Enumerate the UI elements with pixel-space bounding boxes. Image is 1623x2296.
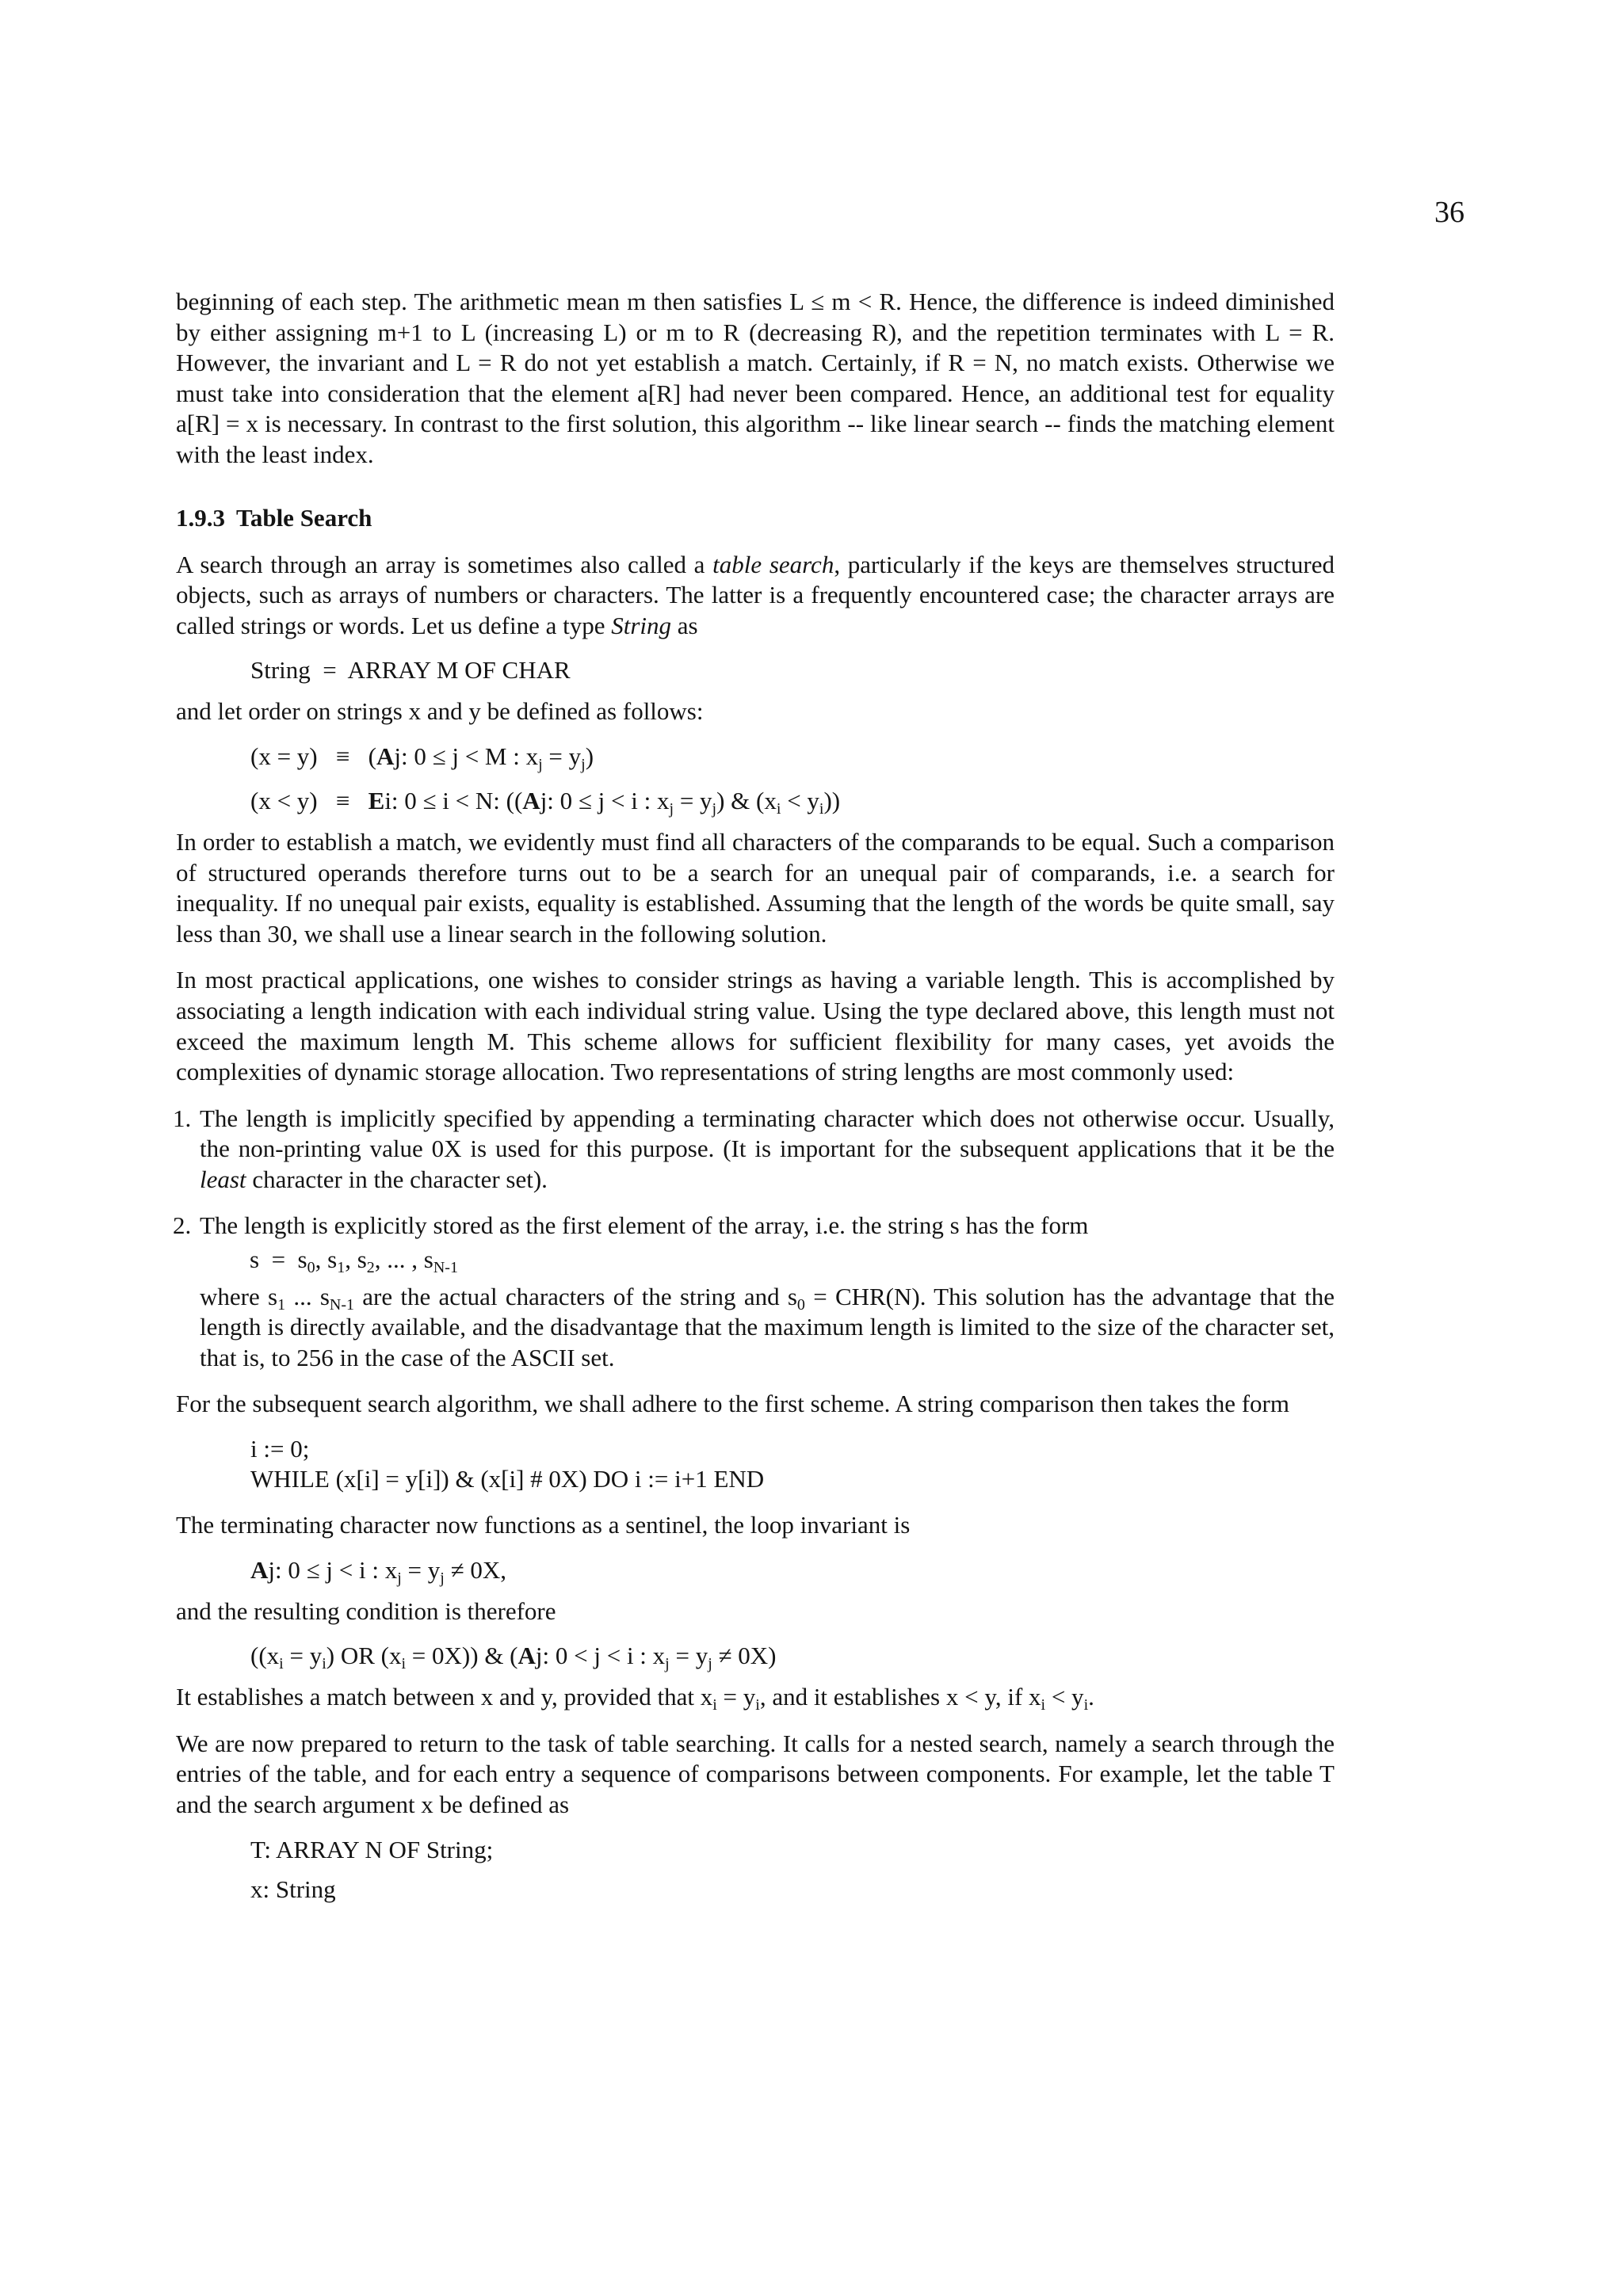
text-run: , particularly if the keys are themselves structured objects, such as arrays of numbers or characters. The latter is a frequently encountered case; the character arrays are called strings or words. Let us define a type [176, 550, 1335, 639]
subscript: 1 [277, 1295, 286, 1314]
text-run: character in the character set). [246, 1165, 548, 1193]
formula-text: ≠ 0X) [712, 1642, 777, 1670]
formula-text: i: 0 ≤ i < N: (( [384, 786, 523, 814]
formula-text: , ... , s [374, 1245, 433, 1274]
text-run: where s [200, 1282, 278, 1310]
text-run: ... s [285, 1282, 330, 1310]
formula-text: s = s [250, 1245, 307, 1274]
text-run: = CHR(N). This solution has the advantage that the length is directly available, and the disadvantage that the maximum length is limited to the size of the character set, that is, to 256 in the case of the ASCII set. [200, 1282, 1335, 1371]
code-line: T: ARRAY N OF String; [250, 1835, 494, 1863]
formula-text: = y [401, 1555, 441, 1584]
list-marker: 2. [173, 1211, 192, 1240]
subscript: j [538, 755, 543, 773]
formula-lhs: (x < y) [250, 786, 318, 814]
loop-invariant-formula [176, 1555, 1335, 1585]
quantifier-all: A [376, 742, 395, 770]
prepared-paragraph: We are now prepared to return to the task of table searching. It calls for a nested search, namely a search through the entries of the table, and for each entry a sequence of comparisons between components. For example, let the table T and the search argument x be defined as [176, 1729, 1335, 1818]
list-item-text: The length is explicitly stored as the first element of the array, i.e. the string s has the form [200, 1211, 1089, 1240]
equiv-symbol: ≡ [335, 742, 350, 770]
formula-text: ) OR (x [326, 1642, 402, 1670]
list-item-2 [173, 1211, 1335, 1373]
section-title: Table Search [236, 503, 372, 532]
table-search-paragraph [176, 550, 1335, 642]
formula-text: j: 0 ≤ j < M : x [394, 742, 539, 770]
subscript: j [708, 1655, 712, 1673]
formula-text: = y [669, 1642, 708, 1670]
text-run: = y [716, 1683, 756, 1711]
formula-text: , s [345, 1245, 367, 1274]
match-paragraph: In order to establish a match, we evidently must find all characters of the comparands to be equal. Such a comparison of structured operands therefore turns out to be a search for an unequal pair of comparands, i.e. a search for inequality. If no unequal pair exists, equality is established. Assuming that the length of the words be quite small, say less than 30, we shall use a linear search in the following solution. [176, 827, 1335, 948]
text-run: A search through an array is sometimes also called a [176, 550, 713, 578]
text-run: are the actual characters of the string and s [354, 1282, 797, 1310]
subscript: j [581, 755, 586, 773]
text-run: The length is implicitly specified by appending a terminating character which does not otherwise occur. Usually, the non-printing value 0X is used for this purpose. (It is important for the subsequent applications that it be the [200, 1104, 1335, 1163]
subscript: i [279, 1655, 284, 1673]
subscript: i [1083, 1696, 1089, 1714]
list-item-1 [173, 1104, 1335, 1196]
text-run: as [671, 611, 698, 639]
less-than-formula [176, 786, 1335, 816]
table-declaration-code [176, 1835, 1335, 1905]
subscript: i [1041, 1696, 1046, 1714]
variable-length-paragraph: In most practical applications, one wishes to consider strings as having a variable length. This is accomplished by associating a length indication with each individual string value. Using the type declared above, this length must not exceed the maximum length M. This scheme allows for sufficient flexibility for many cases, yet avoids the complexities of dynamic storage allocation. Two representations of string lengths are most commonly used: [176, 966, 1335, 1086]
subscript: 2 [366, 1259, 375, 1277]
formula-text: = y [283, 1642, 323, 1670]
formula-text: = y [542, 742, 582, 770]
formula-text: ) & (x [716, 786, 777, 814]
quantifier-all: A [522, 786, 540, 814]
formula-lhs: (x = y) [250, 742, 318, 770]
formula-text: ( [368, 742, 376, 770]
string-type-formula: String = ARRAY M OF CHAR [250, 656, 571, 685]
formula-text: = y [674, 786, 712, 814]
page-content [173, 287, 1335, 1905]
subsequent-paragraph: For the subsequent search algorithm, we shall adhere to the first scheme. A string comparison then takes the form [176, 1390, 1289, 1418]
formula-text: < y [781, 786, 819, 814]
quantifier-all: A [250, 1555, 269, 1584]
emphasis-least: least [200, 1165, 246, 1193]
subscript: j [665, 1655, 670, 1673]
resulting-paragraph: and the resulting condition is therefore [176, 1596, 556, 1625]
string-form-formula [200, 1245, 1335, 1276]
subscript: i [712, 1696, 717, 1714]
sentinel-paragraph: The terminating character now functions as a sentinel, the loop invariant is [176, 1511, 911, 1539]
equiv-symbol: ≡ [335, 786, 350, 814]
establishes-paragraph [176, 1682, 1335, 1713]
subscript: N-1 [329, 1295, 355, 1314]
code-line: x: String [250, 1875, 336, 1903]
section-heading [176, 502, 1335, 534]
subscript: N-1 [433, 1259, 458, 1277]
subscript: 0 [796, 1295, 805, 1314]
subscript: 1 [337, 1259, 346, 1277]
quantifier-exists: E [368, 786, 385, 814]
code-line: WHILE (x[i] = y[i]) & (x[i] # 0X) DO i := i+1 END [250, 1465, 765, 1493]
section-number: 1.9.3 [176, 503, 225, 532]
quantifier-all: A [517, 1642, 536, 1670]
resulting-condition-formula [176, 1641, 1335, 1671]
equality-formula [176, 742, 1335, 772]
text-run: , and it establishes x < y, if x [759, 1683, 1041, 1711]
subscript: i [819, 799, 824, 818]
subscript: i [322, 1655, 327, 1673]
formula-text: ) [585, 742, 594, 770]
emphasis-string: String [611, 611, 672, 639]
formula-text: = 0X)) & ( [406, 1642, 518, 1670]
intro-paragraph: beginning of each step. The arithmetic mean m then satisfies L ≤ m < R. Hence, the difference is indeed diminished by either assigning m+1 to L (increasing L) or m to R (decreasing R), and the repetition terminates with L = R. However, the invariant and L = R do not yet establish a match. Certainly, if R = N, no match exists. Otherwise we must take into consideration that the element a[R] had never been compared. Hence, an additional test for equality a[R] = x is necessary. In contrast to the first solution, this algorithm -- like linear search -- finds the matching element with the least index. [176, 288, 1335, 468]
formula-text: , s [315, 1245, 338, 1274]
text-run: . [1088, 1683, 1094, 1711]
subscript: j [397, 1569, 402, 1587]
list-marker: 1. [173, 1104, 192, 1132]
subscript: j [712, 799, 717, 818]
code-line: i := 0; [250, 1435, 310, 1463]
emphasis-table-search: table search [712, 550, 834, 578]
subscript: j [440, 1569, 445, 1587]
subscript: i [755, 1696, 760, 1714]
formula-text: j: 0 ≤ j < i : x [540, 786, 670, 814]
page-number: 36 [1434, 196, 1465, 229]
text-run: < y [1045, 1683, 1084, 1711]
list-item-text [200, 1104, 1335, 1196]
order-paragraph: and let order on strings x and y be defined as follows: [176, 697, 704, 726]
comparison-code [176, 1434, 1335, 1494]
list-item-where-text [200, 1282, 1335, 1374]
formula-text: )) [823, 786, 841, 814]
subscript: i [776, 799, 781, 818]
subscript: j [669, 799, 674, 818]
formula-text: j: 0 ≤ j < i : x [268, 1555, 398, 1584]
formula-text: ≠ 0X, [444, 1555, 506, 1584]
subscript: i [401, 1655, 407, 1673]
formula-text: ((x [250, 1642, 280, 1670]
formula-text: j: 0 < j < i : x [535, 1642, 666, 1670]
subscript: 0 [307, 1259, 315, 1277]
text-run: It establishes a match between x and y, provided that x [176, 1683, 713, 1711]
